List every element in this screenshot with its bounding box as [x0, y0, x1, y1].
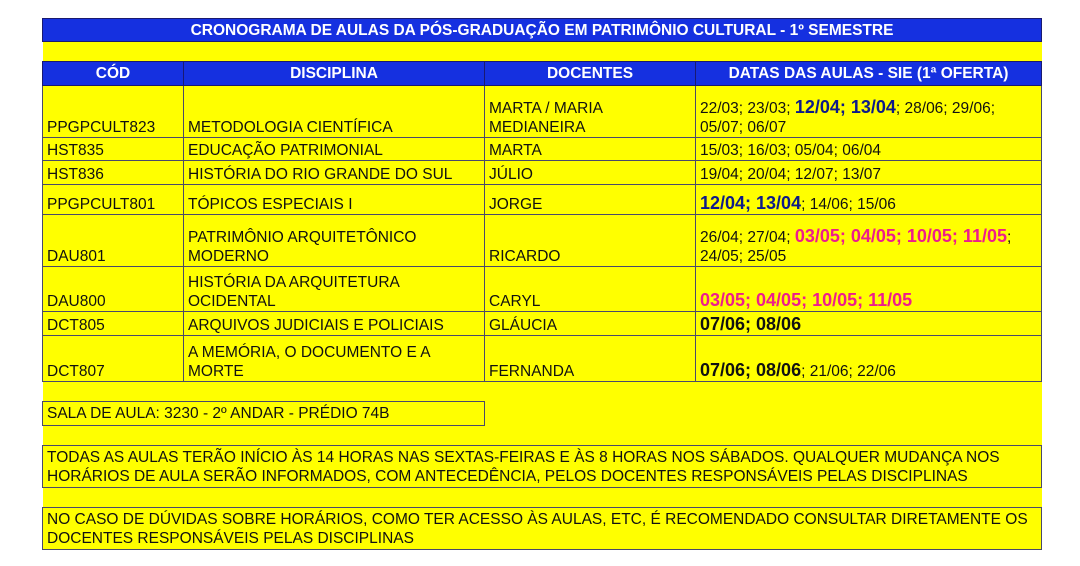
course-name: METODOLOGIA CIENTÍFICA	[184, 86, 485, 138]
spacer-row	[43, 42, 1042, 62]
table-row	[43, 312, 1042, 336]
spacer-cell	[696, 382, 1042, 402]
course-code: DAU801	[43, 215, 184, 267]
date-segment: 22/03; 23/03;	[700, 100, 795, 117]
course-teacher: RICARDO	[485, 215, 696, 267]
notice-class-times: TODAS AS AULAS TERÃO INÍCIO ÀS 14 HORAS NAS SEXTAS-FEIRAS E ÀS 8 HORAS NOS SÁBADOS. QUALQUER MUDANÇA NOS HORÁRIOS DE AULA SERÃO INFORMADOS, COM ANTECEDÊNCIA, PELOS DOCENTES RESPONSÁVEIS PELAS DISCIPLINAS	[43, 446, 1042, 488]
date-segment: 15/03; 16/03; 05/04; 06/04	[700, 142, 881, 159]
date-segment: 03/05; 04/05; 10/05; 11/05	[794, 226, 1007, 246]
header-datas: DATAS DAS AULAS - SIE (1ª OFERTA)	[696, 62, 1042, 86]
date-segment: 07/06; 08/06	[700, 360, 802, 380]
course-teacher: MARTA	[485, 138, 696, 161]
date-segment: ; 28/06; 29/06; 05/07; 06/07	[700, 100, 996, 136]
table-title: CRONOGRAMA DE AULAS DA PÓS-GRADUAÇÃO EM PATRIMÔNIO CULTURAL - 1º SEMESTRE	[43, 19, 1042, 42]
spacer-row	[43, 426, 1042, 446]
course-code: PPGPCULT801	[43, 185, 184, 215]
course-name: A MEMÓRIA, O DOCUMENTO E A MORTE	[184, 336, 485, 382]
course-name: EDUCAÇÃO PATRIMONIAL	[184, 138, 485, 161]
header-docentes: DOCENTES	[485, 62, 696, 86]
header-cod: CÓD	[43, 62, 184, 86]
course-name: HISTÓRIA DA ARQUITETURA OCIDENTAL	[184, 267, 485, 312]
notice-questions: NO CASO DE DÚVIDAS SOBRE HORÁRIOS, COMO TER ACESSO ÀS AULAS, ETC, É RECOMENDADO CONSULTAR DIRETAMENTE OS DOCENTES RESPONSÁVEIS PELAS DISCIPLINAS	[43, 508, 1042, 550]
course-teacher: JORGE	[485, 185, 696, 215]
spacer-cell	[485, 382, 696, 402]
course-name: PATRIMÔNIO ARQUITETÔNICO MODERNO	[184, 215, 485, 267]
spacer-row	[43, 382, 485, 402]
course-code: HST836	[43, 161, 184, 185]
course-name: HISTÓRIA DO RIO GRANDE DO SUL	[184, 161, 485, 185]
course-name: TÓPICOS ESPECIAIS I	[184, 185, 485, 215]
course-teacher: JÚLIO	[485, 161, 696, 185]
course-teacher: GLÁUCIA	[485, 312, 696, 336]
header-disciplina: DISCIPLINA	[184, 62, 485, 86]
course-teacher: MARTA / MARIA MEDIANEIRA	[485, 86, 696, 138]
course-code: DCT807	[43, 336, 184, 382]
date-segment: 19/04; 20/04; 12/07; 13/07	[700, 166, 881, 183]
course-teacher: FERNANDA	[485, 336, 696, 382]
table-row	[43, 185, 1042, 215]
course-dates	[696, 336, 1042, 382]
course-dates	[696, 215, 1042, 267]
course-dates	[696, 312, 1042, 336]
date-segment: ; 24/05; 25/05	[700, 229, 1012, 265]
course-code: PPGPCULT823	[43, 86, 184, 138]
course-teacher: CARYL	[485, 267, 696, 312]
date-segment: 03/05; 04/05; 10/05; 11/05	[700, 290, 913, 310]
date-segment: ; 14/06; 15/06	[801, 196, 896, 213]
date-segment: ; 21/06; 22/06	[801, 363, 896, 380]
course-code: DCT805	[43, 312, 184, 336]
course-name: ARQUIVOS JUDICIAIS E POLICIAIS	[184, 312, 485, 336]
date-segment: 12/04; 13/04	[700, 193, 802, 213]
header-row	[43, 62, 1042, 86]
spacer-row	[43, 488, 1042, 508]
course-code: HST835	[43, 138, 184, 161]
table-row	[43, 86, 1042, 138]
table-row	[43, 215, 1042, 267]
course-dates	[696, 185, 1042, 215]
date-segment: 12/04; 13/04	[794, 97, 896, 117]
course-code: DAU800	[43, 267, 184, 312]
course-dates	[696, 138, 1042, 161]
date-segment: 07/06; 08/06	[700, 314, 802, 334]
course-dates	[696, 267, 1042, 312]
date-segment: 26/04; 27/04;	[700, 229, 795, 246]
table-row	[43, 267, 1042, 312]
room-info: SALA DE AULA: 3230 - 2º ANDAR - PRÉDIO 74B	[43, 402, 485, 426]
table-row	[43, 138, 1042, 161]
schedule-table	[42, 18, 1042, 550]
course-dates	[696, 86, 1042, 138]
table-row	[43, 161, 1042, 185]
room-spacer	[485, 402, 1042, 426]
table-row	[43, 336, 1042, 382]
course-dates	[696, 161, 1042, 185]
